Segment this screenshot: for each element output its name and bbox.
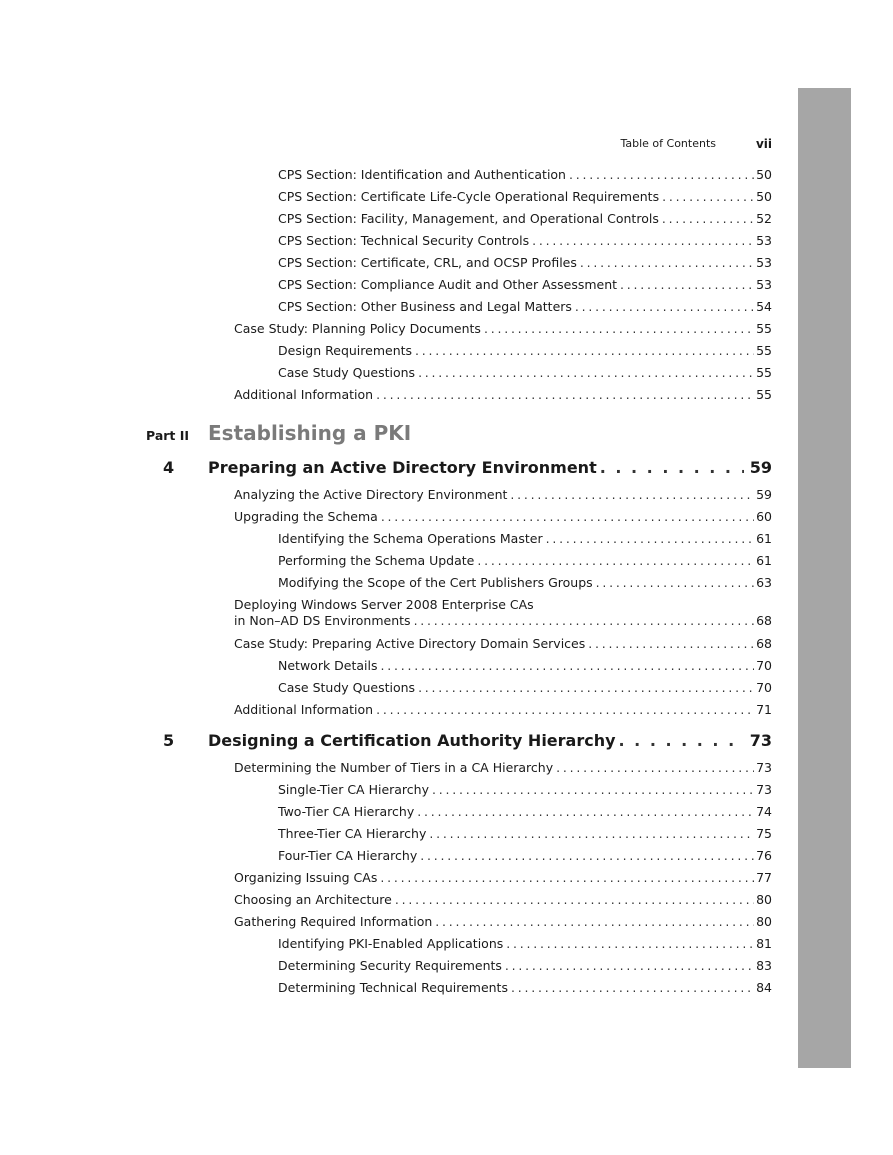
- toc-entry[interactable]: Identifying PKI-Enabled Applications . . . 81: [278, 936, 772, 952]
- toc-entry[interactable]: Three-Tier CA Hierarchy . . . 75: [278, 826, 772, 842]
- running-header: [540, 137, 772, 153]
- toc-entry[interactable]: Case Study Questions . . . 70: [278, 680, 772, 696]
- toc-entry[interactable]: Determining Security Requirements . . . 83: [278, 958, 772, 974]
- toc-entry[interactable]: Modifying the Scope of the Cert Publishers Groups . . . 63: [278, 575, 772, 591]
- toc-entry[interactable]: Additional Information . . . 71: [234, 702, 772, 718]
- toc-entry[interactable]: Determining Technical Requirements . . . 84: [278, 980, 772, 996]
- chapter-number: 5: [163, 731, 175, 750]
- toc-entry[interactable]: Case Study: Preparing Active Directory Domain Services . . . 68: [234, 636, 772, 652]
- toc-entry[interactable]: Determining the Number of Tiers in a CA Hierarchy . . . 73: [234, 760, 772, 776]
- toc-entry[interactable]: CPS Section: Certificate, CRL, and OCSP Profiles . . . 53: [278, 255, 772, 271]
- toc-entry[interactable]: CPS Section: Facility, Management, and Operational Controls . . . 52: [278, 211, 772, 227]
- toc-entry[interactable]: Performing the Schema Update . . . 61: [278, 553, 772, 569]
- toc-entry[interactable]: CPS Section: Compliance Audit and Other Assessment . . . 53: [278, 277, 772, 293]
- toc-entry[interactable]: Additional Information . . . 55: [234, 387, 772, 403]
- toc-entry[interactable]: Network Details . . . 70: [278, 658, 772, 674]
- side-thumb-tab: [798, 88, 851, 1068]
- chapter-heading[interactable]: Designing a Certification Authority Hierarchy . . . 73: [208, 731, 772, 751]
- toc-entry[interactable]: CPS Section: Technical Security Controls . . . 53: [278, 233, 772, 249]
- toc-entry[interactable]: Case Study Questions . . . 55: [278, 365, 772, 381]
- toc-entry[interactable]: Design Requirements . . . 55: [278, 343, 772, 359]
- running-header-page-number: vii: [755, 137, 772, 151]
- toc-entry[interactable]: Two-Tier CA Hierarchy . . . 74: [278, 804, 772, 820]
- part-label: Part II: [146, 428, 190, 443]
- toc-entry[interactable]: Case Study: Planning Policy Documents . . . 55: [234, 321, 772, 337]
- toc-entry[interactable]: Single-Tier CA Hierarchy . . . 73: [278, 782, 772, 798]
- toc-entry-line1[interactable]: Deploying Windows Server 2008 Enterprise CAs: [234, 597, 534, 612]
- toc-entry[interactable]: Gathering Required Information . . . 80: [234, 914, 772, 930]
- part-title: Establishing a PKI: [208, 421, 412, 445]
- chapter-number: 4: [163, 458, 175, 477]
- toc-entry[interactable]: Identifying the Schema Operations Master . . . 61: [278, 531, 772, 547]
- toc-entry[interactable]: CPS Section: Identification and Authentication . . . 50: [278, 167, 772, 183]
- toc-entry[interactable]: Four-Tier CA Hierarchy . . . 76: [278, 848, 772, 864]
- running-header-title: Table of Contents: [620, 137, 716, 150]
- toc-entry[interactable]: in Non–AD DS Environments . . . 68: [234, 613, 772, 629]
- toc-entry[interactable]: CPS Section: Other Business and Legal Matters . . . 54: [278, 299, 772, 315]
- chapter-heading[interactable]: Preparing an Active Directory Environment . . . 59: [208, 458, 772, 478]
- toc-entry[interactable]: Analyzing the Active Directory Environment . . . 59: [234, 487, 772, 503]
- toc-entry[interactable]: Upgrading the Schema . . . 60: [234, 509, 772, 525]
- toc-entry[interactable]: Organizing Issuing CAs . . . 77: [234, 870, 772, 886]
- toc-entry[interactable]: Choosing an Architecture . . . 80: [234, 892, 772, 908]
- toc-entry[interactable]: CPS Section: Certificate Life-Cycle Operational Requirements . . . 50: [278, 189, 772, 205]
